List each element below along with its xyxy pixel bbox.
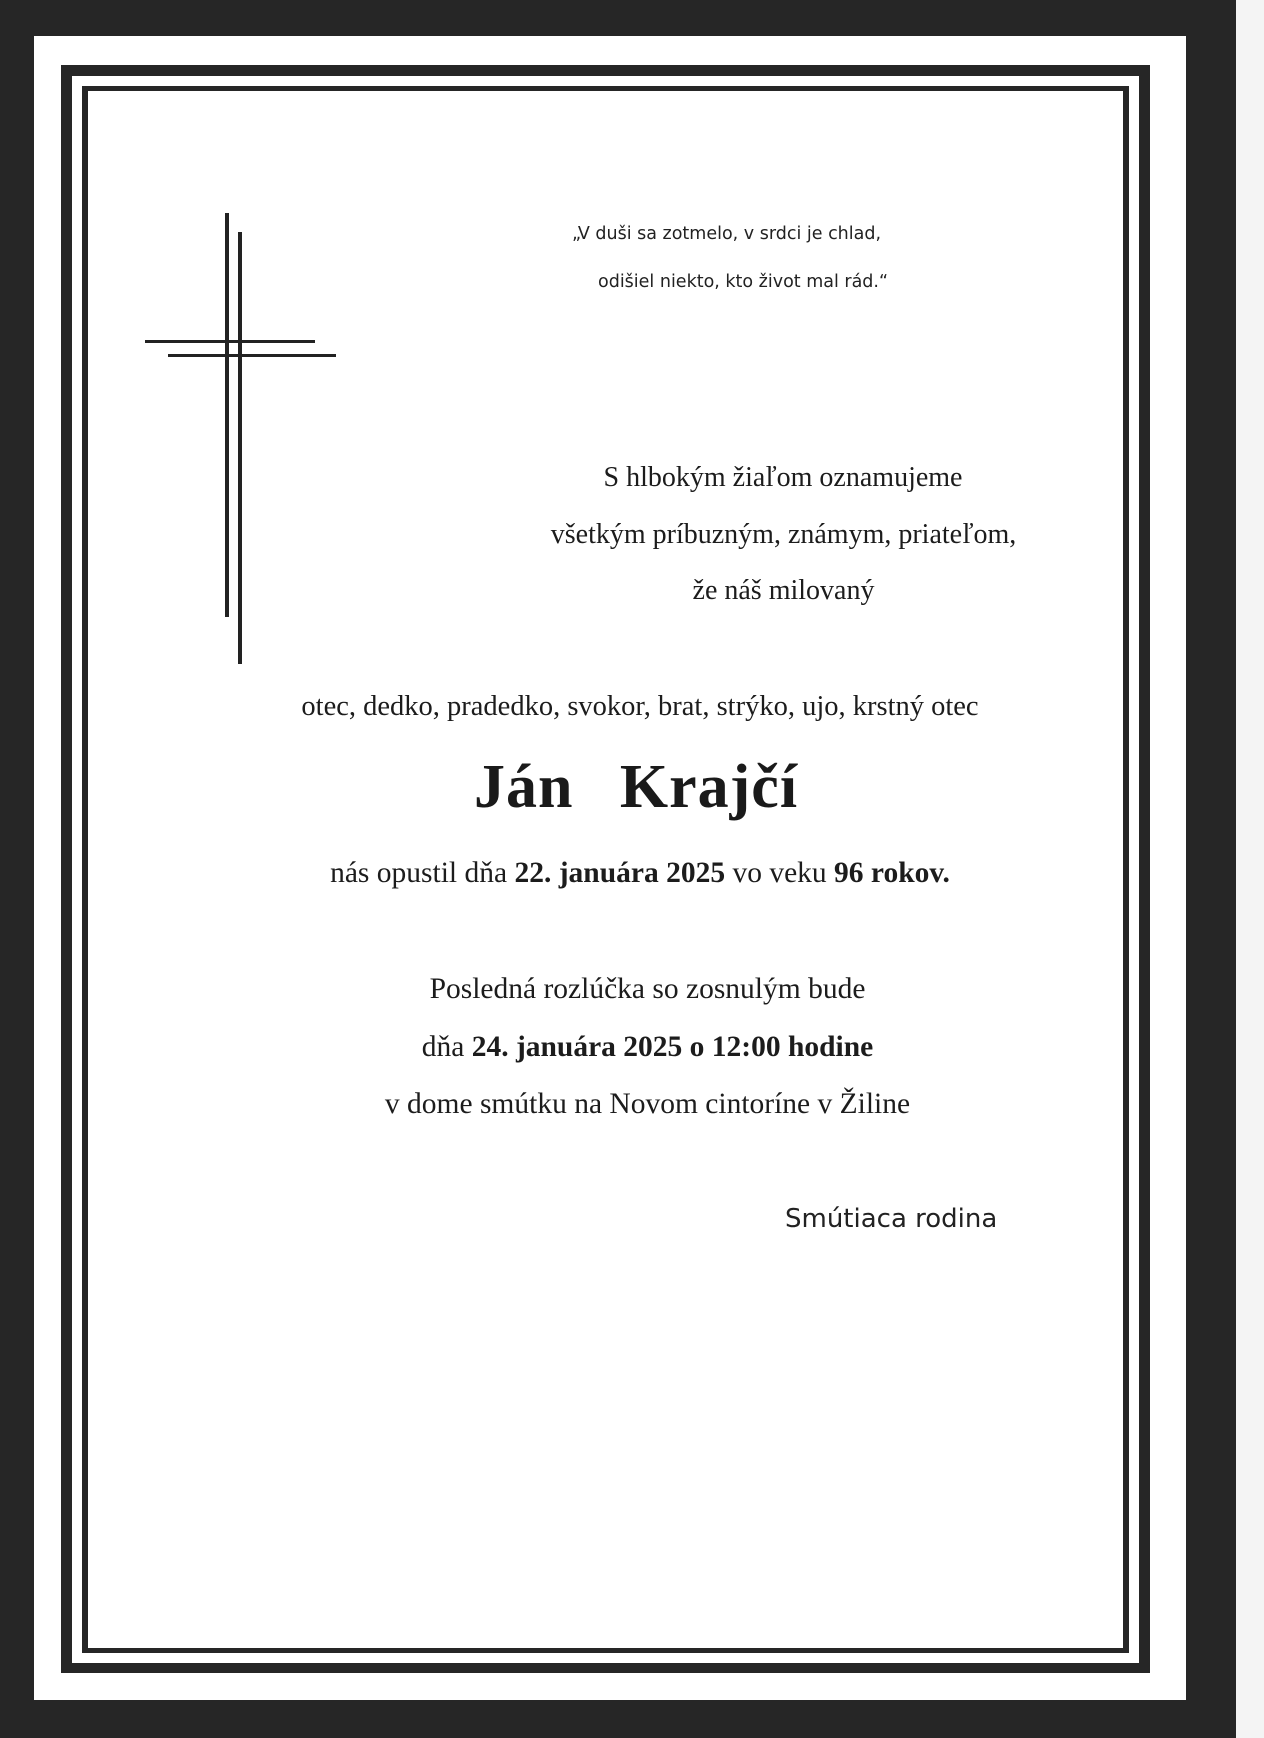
cross-horizontal-bar-1 xyxy=(145,340,315,343)
funeral-datetime: 24. januára 2025 o 12:00 hodine xyxy=(471,1031,874,1063)
deceased-name: Ján Krajčí xyxy=(473,753,799,821)
funeral-location: v dome smútku na Novom cintoríne v Žiline xyxy=(384,1088,911,1120)
death-info xyxy=(0,857,1264,890)
cross-horizontal-bar-2 xyxy=(168,354,336,357)
cross-vertical-bar-1 xyxy=(225,213,229,617)
funeral-prefix: dňa xyxy=(421,1031,465,1063)
death-age: 96 rokov. xyxy=(834,857,950,889)
death-date: 22. januára 2025 xyxy=(514,857,726,889)
funeral-datetime-line xyxy=(0,1031,1264,1064)
death-middle: vo veku xyxy=(732,857,827,889)
announcement-line-3: že náš milovaný xyxy=(692,575,875,606)
signature: Smútiaca rodina xyxy=(785,1204,998,1234)
family-relations: otec, dedko, pradedko, svokor, brat, strýko, ujo, krstný otec xyxy=(301,691,979,722)
quote-line-1: „V duši sa zotmelo, v srdci je chlad, xyxy=(572,224,882,244)
announcement-line-2: všetkým príbuzným, známym, priateľom, xyxy=(550,519,1017,550)
death-prefix: nás opustil dňa xyxy=(330,857,508,889)
announcement-line-1: S hlbokým žiaľom oznamujeme xyxy=(603,462,963,493)
quote-line-2: odišiel niekto, kto život mal rád.“ xyxy=(598,272,889,292)
funeral-line-1: Posledná rozlúčka so zosnulým bude xyxy=(429,973,866,1005)
